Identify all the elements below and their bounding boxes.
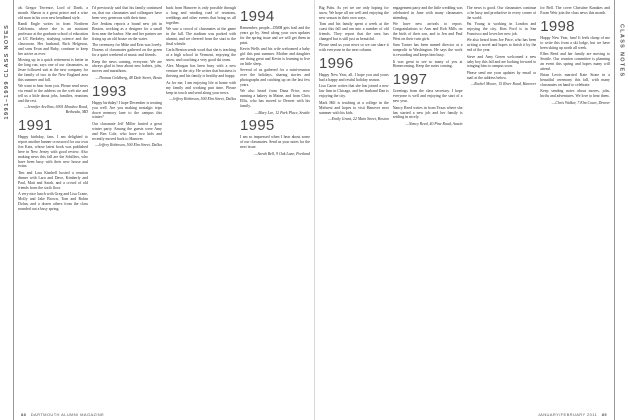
left-page-columns bbox=[18, 6, 310, 406]
note-paragraph: As for me, I am enjoying life at home with my family and working part time. Please keep in touch and send along your news. bbox=[166, 80, 236, 95]
note-paragraph: Ellen Reed and her family are moving to Seattle. Our reunion committee is planning an event this spring and hopes many will attend. bbox=[540, 52, 610, 71]
secretary-signature: —Mary Lee, 12 Park Place, Seattle bbox=[254, 110, 310, 115]
right-page-sidebar bbox=[614, 0, 628, 420]
note-paragraph: Happy birthday! I hope December is treating you well. Are you making nostalgic trips down memory lane to the campus this winter? bbox=[92, 100, 162, 120]
class-year-heading: 1993 bbox=[92, 82, 127, 100]
right-page-number: 89 bbox=[601, 412, 607, 417]
text-column bbox=[319, 6, 389, 406]
secretary-signature: —Sarah Bell, 9 Oak Lane, Portland bbox=[254, 151, 310, 156]
note-paragraph: Lisa Carter writes that she has joined a new law firm in Chicago, and her husband Dan is enjoying the city. bbox=[319, 84, 389, 99]
text-column bbox=[393, 6, 463, 406]
left-page-number: 88 bbox=[21, 412, 27, 417]
note-paragraph: back from Hanover is only possible through a long and winding road of reunions, weddings and other events that bring us all together. bbox=[166, 6, 236, 25]
note-paragraph: Big Pubs. As yet we are only hoping for snow. We hope all are well and enjoying the new season in their own ways. bbox=[319, 6, 389, 20]
note-paragraph: Please send us your news so we can share it with everyone in the next column. bbox=[319, 43, 389, 53]
secretary-signature: —Jeffrey Robinson, 500 Elm Street, Dallas bbox=[169, 96, 236, 101]
note-paragraph: Tim and Lara Kimbell hosted a reunion dinner with Lara and Dave, Kimberly and Paul, Matt and Sarah, and a crowd of old friends from the sixth floor. bbox=[18, 170, 88, 190]
secretary-signature: —Jennifer Avellino, 6901 Meadow Road, Bethesda, MD bbox=[23, 105, 88, 115]
note-paragraph: Brian Lewis married Kate Stone in a beautiful ceremony this fall, with many classmates on hand to celebrate. bbox=[540, 73, 610, 87]
class-year-heading: 1991 bbox=[18, 117, 53, 135]
left-page-sidebar bbox=[0, 0, 14, 420]
right-page-publication: JANUARY/FEBRUARY 2011 bbox=[537, 412, 598, 417]
note-paragraph: Steve and Amy Green welcomed a new baby boy this fall and are looking forward to bringing him to campus soon. bbox=[466, 54, 537, 69]
class-year-heading: 1994 bbox=[240, 8, 275, 25]
text-column bbox=[166, 6, 236, 406]
note-paragraph: Happy New Year, fam! It feels cheap of me to write this from a ski lodge, but we have been skiing up north all week. bbox=[540, 35, 610, 50]
note-paragraph: Alex Morgan has been busy with a new venture in the city. He writes that business is thriving and his family is healthy and happy. bbox=[166, 64, 236, 79]
left-page-publication: DARTMOUTH ALUMNI MAGAZINE bbox=[30, 412, 105, 417]
note-paragraph: A very nice lunch with Greg and Lisa Crane, Molly and Jake Brown, Tom and Robin Dolan, and a dozen others from the class rounded out a busy spring. bbox=[18, 192, 88, 211]
note-paragraph: The news is good. Our classmates continue to be busy and productive in every corner of the world. bbox=[466, 6, 537, 20]
note-paragraph: engagement party and the little wedding was celebrated in June with many classmates attending. bbox=[392, 6, 463, 20]
note-paragraph: Zoe Jenkins reports a brand new job in Boston, working as a designer for a small firm near the harbor. She and her partner are fixing up an old house on the water. bbox=[92, 22, 162, 41]
note-paragraph: It was great to see so many of you at Homecoming. Keep the notes coming. bbox=[392, 59, 463, 69]
note-paragraph: Randi Engle writes in from Northern California, where she is an assistant professor at the graduate school of education at UC Berkeley, studying science and the classroom. Her husband, Rich Helgeson, and sons Evan and Ruby, continue to keep her active as ever. bbox=[18, 22, 88, 56]
note-paragraph: for Bell. The cover Christine Kanakes and Ewan Weir join the class news this month. bbox=[540, 6, 610, 15]
note-paragraph: Carla Benton sends word that she is teaching at a high school in Vermont, enjoying the snow, and coaching a very good ski team. bbox=[166, 48, 236, 63]
note-paragraph: Our classmate Jeff Miller hosted a great winter party. Among the guests were Amy and Ben Cole, who have two kids and recently moved back to Hanover. bbox=[92, 121, 162, 141]
right-page-footer bbox=[538, 412, 610, 417]
note-paragraph: We saw a crowd of classmates at the game in the fall. The stadium was packed with alumni, and we cheered from the start to the final whistle. bbox=[166, 27, 236, 46]
secretary-signature: —Thomas Goldberg, 48 Dale Street, Bosto bbox=[95, 75, 162, 80]
left-page-footer bbox=[18, 412, 104, 417]
secretary-signature: —Emily Grant, 22 Main Street, Boston bbox=[328, 116, 389, 121]
note-paragraph: Keep sending notes about moves, jobs, births and adventures. We love to hear them. bbox=[540, 89, 610, 99]
class-year-heading: 1998 bbox=[540, 17, 575, 35]
secretary-signature: —Nancy Reed, 40 Pine Road, Austin bbox=[405, 121, 463, 126]
note-paragraph: Pat Young is working in London and enjoying the city. Kim Ford is in San Francisco and loves her new job. bbox=[466, 22, 537, 37]
secretary-signature: —Chris Walker, 7 Elm Court, Denver bbox=[551, 100, 610, 105]
secretary-signature: —Rachel Moore, 15 River Road, Hanover bbox=[470, 82, 537, 87]
note-paragraph: We have new arrivals to report. Congratulations to Ann and Rob Mills on the birth of their son, and to Jen and Paul West on their twin girls. bbox=[392, 22, 463, 41]
note-paragraph: ab. Gregor Terrence, Lord of Darth, a month. Shawn is a great prince and a wise old man in his own new headband style. bbox=[18, 6, 88, 20]
note-paragraph: Sam Turner has been named director at a nonprofit in Washington. He says the work is rewarding and keeps him busy. bbox=[392, 43, 463, 58]
note-paragraph: Greetings from the class secretary. I hope everyone is well and enjoying the start of a new year. bbox=[392, 89, 463, 104]
note-paragraph: Remember, people—DMH gets frail and the years go by. Send along your own updates for the spring issue and we will get them in print. bbox=[240, 26, 310, 45]
note-paragraph: Kevin Wells and his wife welcomed a baby girl this past summer. Mother and daughter are doing great and Kevin is learning to live on little sleep. bbox=[240, 47, 310, 66]
class-year-heading: 1997 bbox=[392, 71, 428, 89]
note-paragraph: We want to hear from you. Please send news via email to the address on the web site and tell us a little about jobs, families, reunions and the rest. bbox=[18, 84, 88, 103]
secretary-signature: —Jeffrey Robinson, 500 Elm Street, Dallas bbox=[95, 142, 162, 147]
note-paragraph: Happy birthday, fans. I am delighted to report another banner crossword for our own Jon Katz, whose latest book was published here in New Jersey with good review. Also making news this fall are the Schillers, who have been busy with their new house and twins. bbox=[18, 135, 88, 169]
note-paragraph: I'd previously said that his family continued on, that our classmates and colleagues have been very generous with their time. bbox=[92, 6, 162, 20]
class-year-heading: 1996 bbox=[319, 55, 354, 73]
text-column bbox=[540, 6, 610, 406]
class-year-heading: 1995 bbox=[240, 117, 275, 135]
text-column bbox=[467, 6, 537, 406]
note-paragraph: Tom and his family spent a week at the coast this fall and ran into a number of old friends. They report that the area has changed but is still just as beautiful. bbox=[319, 22, 389, 41]
note-paragraph: The ceremony for Mike and Erin was lovely. Dozens of classmates gathered on the green for a quiet weekend of music and friends. bbox=[92, 43, 162, 58]
note-paragraph: Moving up in a quick retirement is better in the long run, says one of our classmates, as Jesse followed suit at the new company for the family of two in the New England area this summer and fall. bbox=[18, 58, 88, 82]
note-paragraph: Mark Hill is teaching at a college in the Midwest and hopes to visit Hanover next summer with his kids. bbox=[319, 100, 389, 115]
note-paragraph: Happy New Year, all. I hope you and yours had a happy and restful holiday season. bbox=[319, 73, 389, 83]
note-paragraph: Keep the news coming, everyone. We are always glad to hear about new babies, jobs, moves and marathons. bbox=[92, 59, 162, 74]
note-paragraph: Please send me your updates by email or mail at the address below. bbox=[466, 70, 537, 80]
right-page-columns bbox=[319, 6, 610, 406]
right-sidebar-label: CLASS NOTES bbox=[618, 24, 625, 78]
note-paragraph: Nancy Reed writes in from Texas where she has started a new job and her family is settling in nicely. bbox=[392, 105, 463, 120]
note-paragraph: I am so impressed when I hear about some of our classmates. Send us your notes for the next issue. bbox=[240, 135, 310, 150]
note-paragraph: We also heard from Dana Price, now running a bakery in Maine, and from Chris Ellis, who has moved to Denver with his family. bbox=[240, 89, 310, 109]
text-column bbox=[92, 6, 162, 406]
note-paragraph: We also heard from Joe Price, who has been writing a novel and hopes to finish it by the end of the year. bbox=[466, 38, 537, 53]
note-paragraph: Several of us gathered for a mini-reunion over the holidays, sharing stories and photographs and catching up on the last few years. bbox=[240, 68, 310, 87]
right-page bbox=[314, 0, 628, 420]
text-column bbox=[18, 6, 88, 406]
left-sidebar-label: 1991–1999 CLASS NOTES bbox=[3, 24, 10, 120]
text-column bbox=[240, 6, 310, 406]
